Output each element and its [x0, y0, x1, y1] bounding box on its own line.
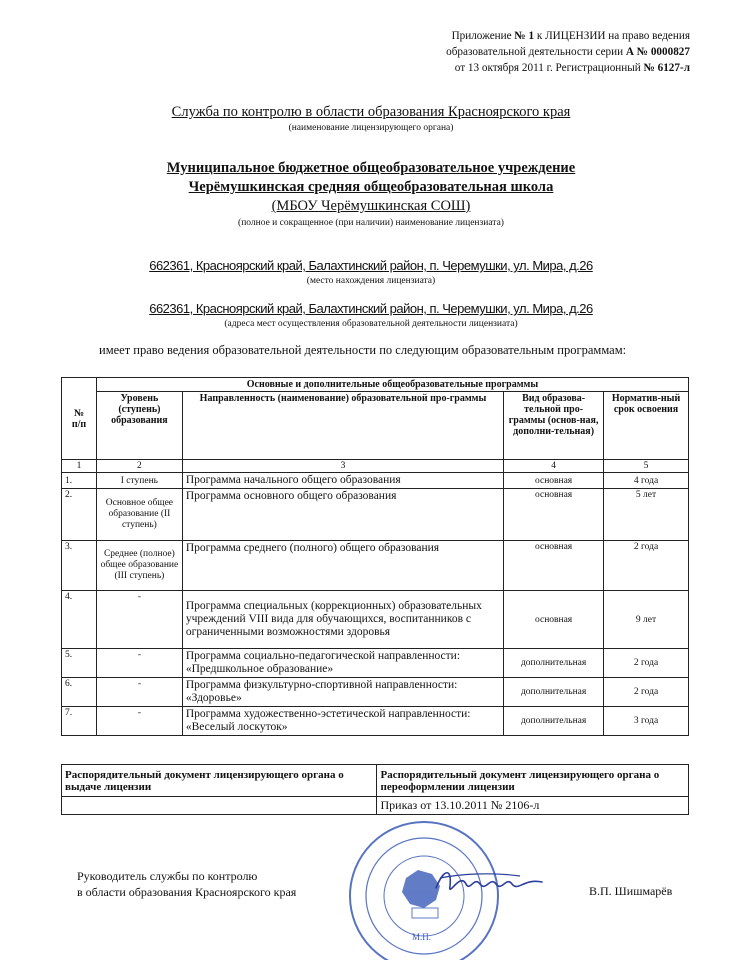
col-header-level: Уровень (ступень) образования — [96, 392, 182, 460]
signer-position: Руководитель службы по контролю в области образования Красноярского края — [77, 869, 297, 899]
activity-address-caption: (адреса мест осуществления образовательной деятельности лицензиата) — [224, 319, 518, 329]
signer-name: В.П. Шишмарёв — [589, 884, 673, 898]
handwritten-signature — [430, 858, 550, 902]
activity-address: 662361, Красноярский край, Балахтинский район, п. Черемушки, ул. Мира, д.26 — [149, 301, 593, 316]
row-level: - — [96, 649, 182, 678]
issue-doc-header: Распорядительный документ лицензирующего органа о выдаче лицензии — [62, 765, 377, 797]
licensee-caption: (полное и сокращенное (при наличии) наименование лицензиата) — [238, 218, 504, 228]
location-caption: (место нахождения лицензиата) — [306, 276, 436, 286]
row-program-type: дополнительная — [504, 707, 604, 736]
column-number: 4 — [504, 460, 604, 473]
header-text: к ЛИЦЕНЗИИ на право ведения — [534, 30, 690, 42]
table-row — [62, 591, 689, 649]
decisions-table — [61, 764, 689, 815]
reissue-doc-value: Приказ от 13.10.2011 № 2106-л — [377, 797, 689, 815]
column-number: 5 — [604, 460, 689, 473]
row-program-type: основная — [504, 473, 604, 489]
authority-name: Служба по контролю в области образования Красноярского края — [171, 104, 571, 120]
row-level: - — [96, 678, 182, 707]
intro-text: имеет право ведения образовательной деятельности по следующим образовательным программам: — [99, 343, 627, 357]
table-row — [62, 678, 689, 707]
licensee-name-line2: Черёмушкинская средняя общеобразовательная школа — [188, 179, 554, 195]
column-number-row — [62, 460, 689, 473]
column-number: 2 — [96, 460, 182, 473]
license-series: А № 0000827 — [625, 46, 690, 58]
row-term: 3 года — [604, 707, 689, 736]
row-number: 6. — [62, 678, 97, 707]
header-text: от 13 октября 2011 г. Регистрационный — [454, 62, 644, 74]
row-program-type: дополнительная — [504, 678, 604, 707]
licensee-short-name: (МБОУ Черёмушкинская СОШ) — [271, 198, 471, 214]
appendix-number: № 1 — [514, 30, 535, 42]
row-program-name: Программа начального общего образования — [182, 473, 503, 489]
row-program-type: дополнительная — [504, 649, 604, 678]
table-row — [62, 707, 689, 736]
row-program-name: Программа физкультурно-спортивной направленности: «Здоровье» — [182, 678, 503, 707]
column-number: 1 — [62, 460, 97, 473]
row-number: 7. — [62, 707, 97, 736]
programs-table — [61, 377, 689, 736]
row-program-name: Программа среднего (полного) общего образования — [182, 541, 503, 591]
col-header-term: Норматив-ный срок освоения — [604, 392, 689, 460]
row-term: 2 года — [604, 678, 689, 707]
row-level: - — [96, 707, 182, 736]
row-level: - — [96, 591, 182, 649]
header-text: образовательной деятельности серии — [446, 46, 626, 58]
table-row — [62, 473, 689, 489]
authority-caption: (наименование лицензирующего органа) — [288, 123, 454, 133]
group-header: Основные и дополнительные общеобразовательные программы — [96, 378, 688, 392]
row-number: 1. — [62, 473, 97, 489]
row-program-type: основная — [504, 541, 604, 591]
row-level: I ступень — [96, 473, 182, 489]
location-address: 662361, Красноярский край, Балахтинский район, п. Черемушки, ул. Мира, д.26 — [149, 258, 593, 273]
row-level: Основное общее образование (II ступень) — [96, 489, 182, 541]
row-program-name: Программа социально-педагогической направленности: «Предшкольное образование» — [182, 649, 503, 678]
row-term: 9 лет — [604, 591, 689, 649]
row-program-name: Программа основного общего образования — [182, 489, 503, 541]
col-header-number: № п/п — [62, 378, 97, 460]
col-header-name: Направленность (наименование) образовательной про-граммы — [182, 392, 503, 460]
row-program-name: Программа художественно-эстетической направленности: «Веселый лоскуток» — [182, 707, 503, 736]
table-row — [62, 649, 689, 678]
table-row — [62, 541, 689, 591]
row-term: 2 года — [604, 541, 689, 591]
table-row — [62, 489, 689, 541]
stamp-label: М.П. — [412, 932, 432, 942]
row-term: 2 года — [604, 649, 689, 678]
license-appendix-header — [390, 28, 690, 76]
row-program-type: основная — [504, 489, 604, 541]
header-text: Приложение — [451, 30, 515, 42]
row-number: 4. — [62, 591, 97, 649]
licensee-name-line1: Муниципальное бюджетное общеобразовательное учреждение — [166, 160, 576, 176]
row-term: 5 лет — [604, 489, 689, 541]
col-header-type: Вид образова-тельной про-граммы (основ-ная, дополни-тельная) — [504, 392, 604, 460]
row-number: 2. — [62, 489, 97, 541]
row-number: 3. — [62, 541, 97, 591]
issue-doc-value — [62, 797, 377, 815]
reissue-doc-header: Распорядительный документ лицензирующего органа о переоформлении лицензии — [377, 765, 689, 797]
row-program-name: Программа специальных (коррекционных) образовательных учреждений VIII вида для обучающихся, воспитанников с ограниченными возможностями здоровья — [182, 591, 503, 649]
column-number: 3 — [182, 460, 503, 473]
row-level: Среднее (полное) общее образование (III ступень) — [96, 541, 182, 591]
registration-number: № 6127-л — [643, 62, 690, 74]
row-number: 5. — [62, 649, 97, 678]
row-term: 4 года — [604, 473, 689, 489]
row-program-type: основная — [504, 591, 604, 649]
